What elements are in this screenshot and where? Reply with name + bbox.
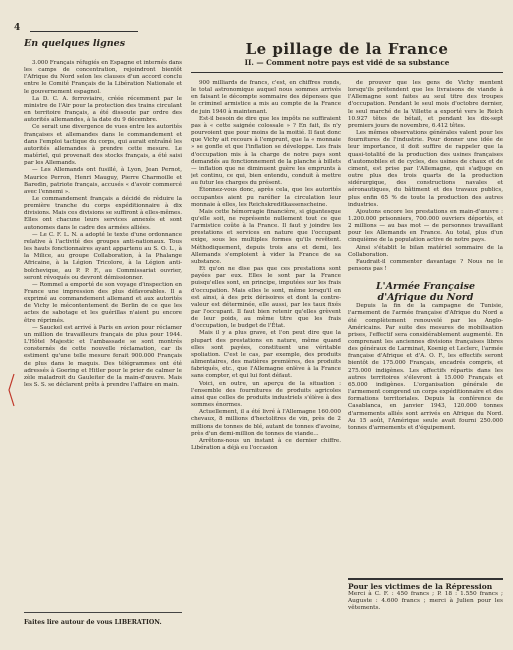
- middle-column: [191, 80, 341, 640]
- right-column: [348, 80, 503, 500]
- brief-paragraph: — Sauckel est arrivé à Paris en avion pour réclamer un million de travailleurs français de plus pour 1944. L'Hôtel Majestic et l'ambassade se sont montrés consternés de cette nouvelle réclamation, car ils estiment qu'une telle mesure ferait 900.000 Français de plus dans le maquis. Des télégrammes ont été adressés à Goering et Hitler pour le prier de calmer le zèle maladroit du Gauleiter de la main-d'œuvre. Mais les S. S. se déclarent prêts à prendre l'affaire en main.: [24, 324, 182, 389]
- article-paragraph: Est-il besoin de dire que les impôts ne suffiraient pas à « cette saignée colossale » ? En fait, ils n'y pourvoient que pour moins de la moitié. Il faut donc que Vichy ait recours à l'emprunt, que la « monnaie » se gonfle et que l'inflation se développe. Les frais d'occupation mis à la charge de notre pays sont demandés au fonctionnement de la planche à billets — inflation que ne diminuent guère les emprunts à jet continu, ce qui, bien entendu, conduit à mettre au futur les charges du présent.: [191, 115, 341, 187]
- article-paragraph: 900 milliards de francs, c'est, en chiffres ronds, le total astronomique auquel nous sommes arrivés en faisant le décompte sommaire des dépenses que le criminel armistice a mis au compte de la France de juin 1940 à maintenant.: [191, 80, 341, 115]
- article-paragraph: Voici, en outre, un aperçu de la situation : l'ensemble des fournitures de produits agricoles ainsi que celles de produits industriels s'élève à des sommes énormes.: [191, 380, 341, 409]
- article-paragraph: de prouver que les gens de Vichy mentent lorsqu'ils prétendent que les livraisons de viande à l'Allemagne sont faites au seul titre des troupes d'occupation. Pendant le seul mois d'octobre dernier, le seul marché de la Villette a exporté vers le Reich 10.927 têtes de bétail, et pendant les dix-sept premiers jours de novembre, 6.412 têtes.: [348, 80, 503, 129]
- article-paragraph: Mais cette hémorragie financière, si gigantesque qu'elle soit, ne représente nullement tout ce que l'armistice coûte à la France. Il faut y joindre les prestations et services en nature que l'occupant exige, sous les multiples formes qu'ils revêtent. Méthodiquement, depuis trois ans et demi, les Allemands s'emploient à vider la France de sa substance.: [191, 208, 341, 265]
- repression-box: [348, 578, 503, 613]
- article-paragraph: Étonnez-vous donc, après cela, que les autorités occupantes aient pu raréfier la circulation leur monnaie à elles, les Reichskreditkassenscheine.: [191, 187, 341, 208]
- section-heading: [348, 281, 503, 303]
- article-paragraph: Actuellement, il a été livré à l'Allemagne 160.000 chevaux, 8 millions d'hectolitres de vin, près de 2 millions de tonnes de blé, autant de tonnes d'avoine, près d'un demi-million de tonnes de viande...: [191, 409, 341, 437]
- article-paragraph: Mais il y a plus grave, et l'on peut dire que la plupart des prestations en nature, même quand elles sont payées, constituent une véritable spoliation. C'est le cas, par exemple, des produits alimentaires, des matières premières, des produits fabriqués, etc., que l'Allemagne enlève à la France sans compter, et qui lui font défaut.: [191, 330, 341, 380]
- section-heading-line-1: L'Armée Française: [376, 281, 475, 293]
- brief-paragraph: — Les Allemands ont fusillé, à Lyon, Jean Pernot, Maurice Perron, Henri Mauguy, Pierre Charmoille et Baredin, patriote français, accusés « d'avoir commercé avec l'ennemi ».: [24, 167, 182, 195]
- brief-paragraph: Ce serait une divergence de vues entre les autorités françaises et allemandes dans le commandement et dans l'emploi tactique du corps, qui aurait entraîné les autorités allemandes à prendre cette mesure. Le matériel, qui provenait des stocks français, a été saisi par les Allemands.: [24, 124, 182, 167]
- headline-subtitle: II. — Comment notre pays est vidé de sa substance: [244, 58, 450, 67]
- brief-paragraph: — Rommel a emporté de son voyage d'inspection en France une impression des plus défavorables. Il a exprimé au commandement allemand et aux autorités de Vichy le mécontentement de Berlin de ce que les actes de sabotage et les guérillas n'aient pu encore être réprimés.: [24, 281, 182, 324]
- section-paragraph: Depuis la fin de la campagne de Tunisie, l'armement de l'armée française d'Afrique du Nord a été complètement renouvelé par les Anglo-Américains. Par suite des mesures de mobilisation prises, l'effectif sera considérablement augmenté. En comprenant les anciennes divisions françaises libres des généraux de Larminat, Koenig et Leclerc, l'armée française d'Afrique et d'A. O. F., les effectifs seront bientôt de 175.000 Français, encadrés compris, et 275.000 indigènes. Les effectifs répartis dans les autres territoires s'élevront à 15.000 Français et 65.000 indigènes. L'organisation générale de l'armement comprend un corps expéditionnaire et des formations territoriales. Depuis la conférence de Casablanca, en janvier 1943, 120.000 tonnes d'armements alliés sont arrivés en Afrique du Nord. Au 15 août, l'Amérique seule avait fourni 250.000 tonnes d'armements et d'équipement.: [348, 303, 503, 431]
- top-rule: [30, 31, 138, 32]
- red-bracket-annotation: [6, 372, 16, 408]
- left-column: [24, 38, 182, 598]
- section-heading-line-2: d'Afrique du Nord: [377, 292, 474, 304]
- brief-paragraph: 3.000 Français réfugiés en Espagne et internés dans les camps de concentration, rejoindront bientôt l'Afrique du Nord selon les clauses d'un accord conclu entre le Comité Français de la Libération Nationale et le gouvernement espagnol.: [24, 60, 182, 95]
- left-column-heading: En quelques lignes: [24, 38, 126, 49]
- article-paragraph: Ajoutons encore les prestations en main-d'œuvre : 1.200.000 prisonniers, 700.000 ouvriers déportés, et 2 millions — au bas mot — de personnes travaillant pour les Allemands en France. Au total, plus d'un cinquième de la population active de notre pays.: [348, 208, 503, 244]
- article-paragraph: Arrêtons-nous un instant à ce dernier chiffre. Libération a déjà eu l'occasion: [191, 437, 341, 451]
- page-number: 4: [14, 23, 21, 33]
- article-paragraph: Faudrait-il commenter davantage ? Nous ne le pensons pas !: [348, 258, 503, 273]
- brief-paragraph: — Le C. F. L. N. a adopté le texte d'une ordonnance relative à l'activité des groupes anti-nationaux. Tous les hauts fonctionnaires ayant appartenu au S. O. L., à la Milice, au groupe Collaboration, à la Phalange Africaine, à la Légion Tricolore, à la Légion anti-bolchevique, au P. P. F., au Commissariat ouvrier, seront révoqués ou devront démissionner.: [24, 231, 182, 281]
- article-paragraph: Et qu'on ne dise pas que ces prestations sont payées par eux. Elles le sont par la France puisqu'elles sont, en principe, imputées sur les frais d'occupation. Mais elles le sont, même lorsqu'il en est ainsi, à des prix dérisoires et dont la contre-valeur est déterminée, elle aussi, par les taux fixés par l'occupant. Il faut bien retenir qu'elles grèvent de leur poids, au même titre que les frais d'occupation, le budget de l'État.: [191, 266, 341, 330]
- brief-paragraph: La D. C. A. ferroviaire, créée récemment par le ministre de l'Air pour la protection des trains circulant en territoire français, a été dissoute par ordre des autorités allemandes, à la date du 9 décembre.: [24, 95, 182, 124]
- repression-text: Merci à C. F. : 450 francs ; P. 18 : 1.550 francs ; Auguste : 4.600 francs ; merci à Julien pour les vêtements.: [348, 591, 503, 612]
- article-headline: [191, 40, 503, 68]
- brief-paragraph: Le commandement français a décidé de réduire la première tranche du corps expéditionnaire à dix divisions. Mais ces divisions se suffiront à elles-mêmes. Elles ont chacune leurs services annexés et sont autonomes dans le cadre des armées alliées.: [24, 195, 182, 231]
- headline-title: Le pillage de la France: [245, 40, 449, 58]
- repression-heading: Pour les victimes de la Répression: [348, 578, 503, 591]
- article-paragraph: Ainsi s'établit le bilan matériel sommaire de la Collaboration.: [348, 244, 503, 258]
- headline-rule: [191, 72, 503, 73]
- left-footer: Faites lire autour de vous LIBERATION.: [24, 612, 182, 626]
- article-paragraph: Les mêmes observations générales valent pour les fournitures de l'industrie. Pour donner une idée de leur importance, il doit suffire de rappeler que la quasi-totalité de la production des usines françaises d'automobiles et de cycles, des usines de chaux et de ciment, est prise par l'Allemagne, qui s'adjuge en outre plus des trois quarts de la production sidérurgique, des constructions navales et aéronautiques, du bâtiment et des travaux publics, plus enfin 65 % de toute la production des autres industries.: [348, 130, 503, 208]
